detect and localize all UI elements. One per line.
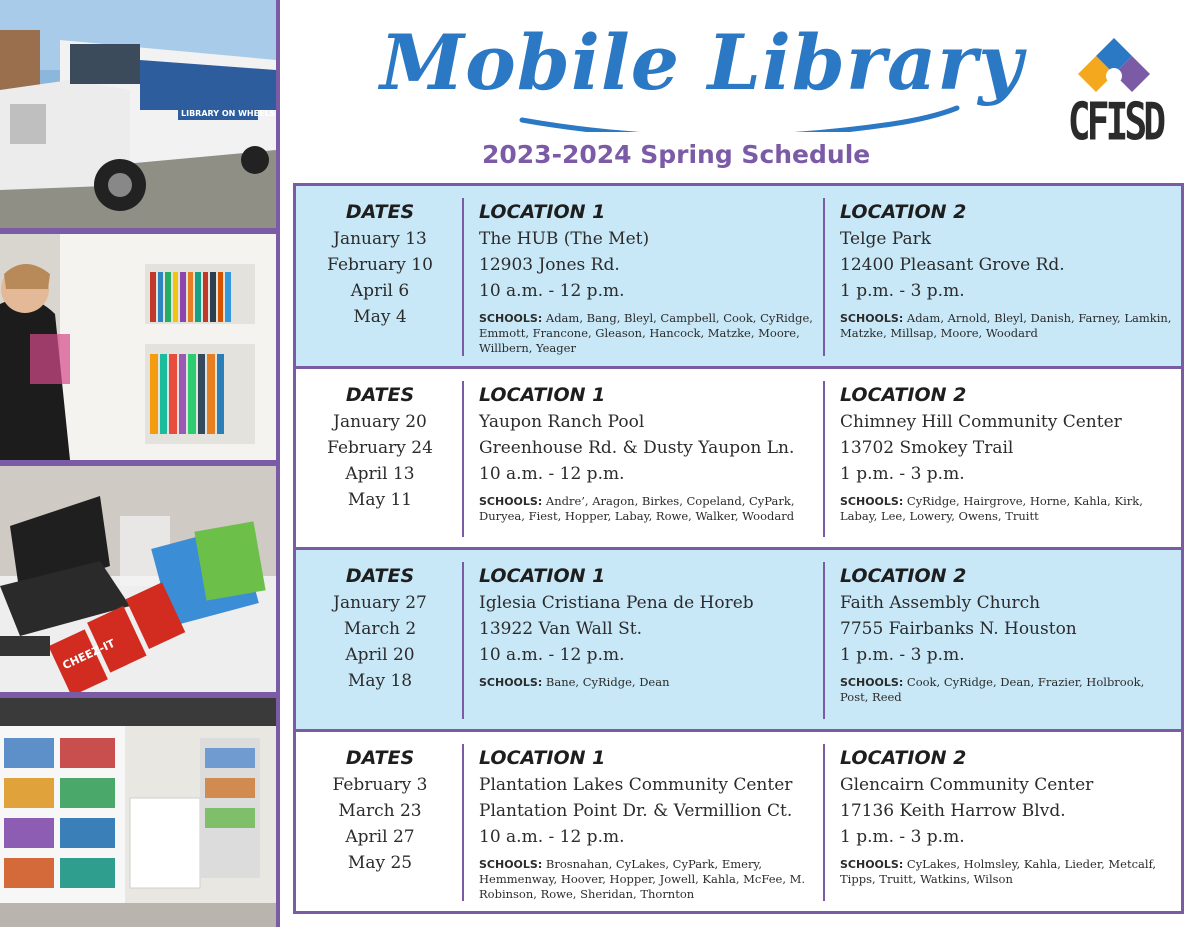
schools-names: CyLakes, Holmsley, Kahla, Lieder, Metcalf, Tipps, Truitt, Watkins, Wilson [840,857,1157,886]
schools-names: Adam, Bang, Bleyl, Campbell, Cook, CyRidge, Emmott, Francone, Gleason, Hancock, Matzke, Moore, Willbern, Yeager [479,311,813,355]
column-divider [462,562,464,719]
column-divider [823,381,825,537]
schools-list [840,494,1176,524]
logo-mark-icon [1062,36,1166,96]
location-2 [840,383,1176,524]
location-name: The HUB (The Met) [479,229,650,249]
schools-label: SCHOOLS: [479,312,543,325]
location-name: Plantation Lakes Community Center [479,775,793,795]
bookshelf-photo [0,234,276,460]
location-2 [840,200,1176,341]
schools-list [840,675,1176,705]
date: May 25 [347,853,413,873]
location-name: Chimney Hill Community Center [840,412,1122,432]
schedule-block [296,186,1181,366]
location-address: 17136 Keith Harrow Blvd. [840,801,1066,821]
date: February 3 [332,775,428,795]
cfisd-logo [1062,36,1166,152]
bus-sign-text: LIBRARY ON WHEELS [181,109,276,118]
location-1-heading: LOCATION 1 [479,201,606,223]
schools-names: Bane, CyRidge, Dean [545,675,670,689]
dates-heading: DATES [345,201,415,223]
subtitle: 2023-2024 Spring Schedule [482,140,871,169]
date: February 10 [327,255,433,275]
date: April 6 [350,281,410,301]
dates-heading: DATES [345,747,415,769]
schools-names: Andre’, Aragon, Birkes, Copeland, CyPark, Duryea, Fiest, Hopper, Labay, Rowe, Walker, Woodard [479,494,795,523]
schools-label: SCHOOLS: [840,312,904,325]
schools-label: SCHOOLS: [479,495,543,508]
dates-column [296,746,464,876]
schools-list [840,857,1176,887]
date: April 27 [345,827,415,847]
location-address: Greenhouse Rd. & Dusty Yaupon Ln. [479,438,795,458]
schools-list [840,311,1176,341]
schedule-block [296,550,1181,729]
location-1 [479,383,819,524]
schools-label: SCHOOLS: [840,858,904,871]
column-divider [462,744,464,901]
schools-list [479,494,819,524]
location-1 [479,746,819,902]
location-1 [479,564,819,690]
date: May 11 [347,490,413,510]
location-2 [840,564,1176,705]
location-address: 13702 Smokey Trail [840,438,1014,458]
schools-list [479,857,819,902]
location-1 [479,200,819,356]
location-time: 1 p.m. - 3 p.m. [840,281,965,301]
column-divider [823,198,825,356]
location-1-heading: LOCATION 1 [479,565,606,587]
dates-column [296,200,464,330]
title-text: Mobile Library [380,18,1024,107]
location-time: 10 a.m. - 12 p.m. [479,645,625,665]
date: March 2 [343,619,417,639]
location-name: Iglesia Cristiana Pena de Horeb [479,593,754,613]
column-divider [823,744,825,901]
schools-names: Adam, Arnold, Bleyl, Danish, Farney, Lamkin, Matzke, Millsap, Moore, Woodard [840,311,1172,340]
snack-brand-text: CHEEZ-IT [60,636,118,673]
location-name: Faith Assembly Church [840,593,1041,613]
location-address: 13922 Van Wall St. [479,619,642,639]
photo-column [0,0,280,927]
date: April 13 [345,464,415,484]
location-address: 12903 Jones Rd. [479,255,620,275]
location-name: Yaupon Ranch Pool [479,412,645,432]
date: January 13 [333,229,427,249]
schools-names: CyRidge, Hairgrove, Horne, Kahla, Kirk, Labay, Lee, Lowery, Owens, Truitt [840,494,1143,523]
checkout-desk-photo [0,466,276,692]
location-address: 12400 Pleasant Grove Rd. [840,255,1065,275]
dates-column [296,383,464,513]
location-name: Telge Park [840,229,932,249]
location-time: 1 p.m. - 3 p.m. [840,464,965,484]
bus-photo [0,0,276,228]
location-2-heading: LOCATION 2 [840,565,967,587]
dates-heading: DATES [345,384,415,406]
location-2-heading: LOCATION 2 [840,384,967,406]
schools-list [479,675,819,690]
date: January 27 [333,593,427,613]
schools-label: SCHOOLS: [840,676,904,689]
column-divider [823,562,825,719]
location-2-heading: LOCATION 2 [840,201,967,223]
page-title [372,12,1024,132]
dates-heading: DATES [345,565,415,587]
column-divider [462,381,464,537]
location-2-heading: LOCATION 2 [840,747,967,769]
location-address: 7755 Fairbanks N. Houston [840,619,1077,639]
schedule-block [296,732,1181,911]
logo-text: CFISD [1067,92,1163,152]
location-time: 10 a.m. - 12 p.m. [479,464,625,484]
location-1-heading: LOCATION 1 [479,747,606,769]
location-time: 1 p.m. - 3 p.m. [840,827,965,847]
date: February 24 [327,438,433,458]
schools-label: SCHOOLS: [479,676,543,689]
schools-names: Brosnahan, CyLakes, CyPark, Emery, Hemmenway, Hoover, Hopper, Jowell, Kahla, McFee, M. Robinson, Rowe, Sheridan, Thornton [479,857,806,901]
location-2 [840,746,1176,887]
library-interior-photo [0,698,276,927]
schools-list [479,311,819,356]
schedule-block [296,369,1181,547]
schools-names: Cook, CyRidge, Dean, Frazier, Holbrook, Post, Reed [840,675,1145,704]
location-1-heading: LOCATION 1 [479,384,606,406]
date: May 18 [347,671,413,691]
location-time: 10 a.m. - 12 p.m. [479,827,625,847]
schools-label: SCHOOLS: [479,858,543,871]
location-address: Plantation Point Dr. & Vermillion Ct. [479,801,793,821]
column-divider [462,198,464,356]
dates-column [296,564,464,694]
date: January 20 [333,412,427,432]
date: March 23 [338,801,422,821]
schedule-table [293,183,1184,914]
date: May 4 [353,307,407,327]
title-swash [372,12,992,132]
location-time: 1 p.m. - 3 p.m. [840,645,965,665]
schools-label: SCHOOLS: [840,495,904,508]
location-time: 10 a.m. - 12 p.m. [479,281,625,301]
date: April 20 [345,645,415,665]
location-name: Glencairn Community Center [840,775,1094,795]
